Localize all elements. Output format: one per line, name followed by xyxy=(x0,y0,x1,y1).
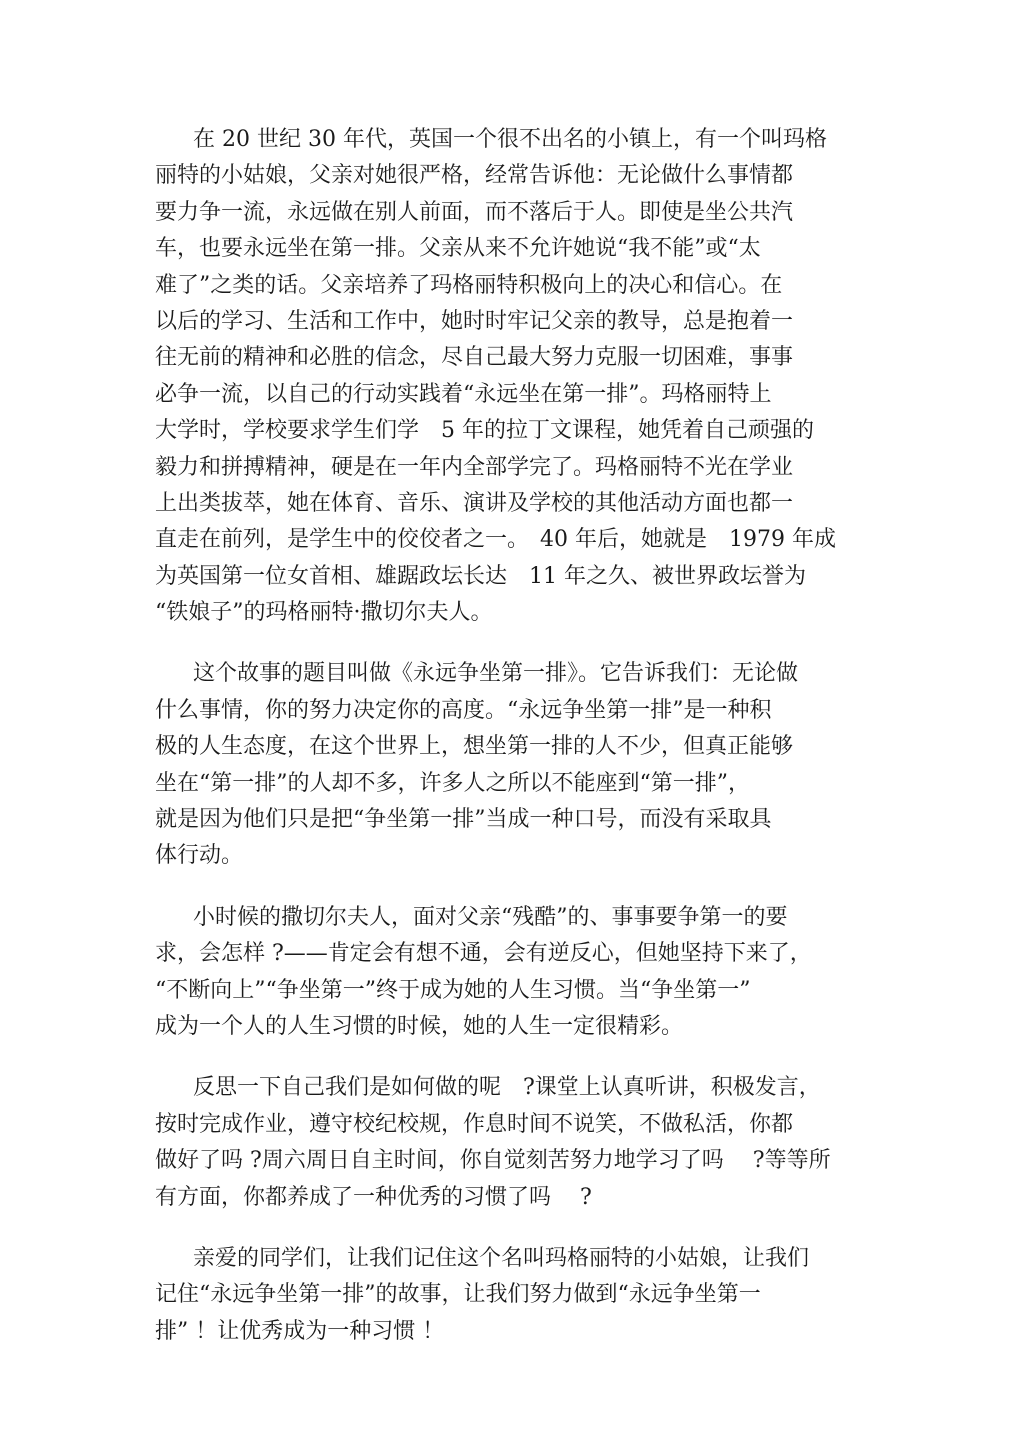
text-line: 记住“永远争坐第一排”的故事，让我们努力做到“永远争坐第一 xyxy=(155,1282,761,1308)
article-body xyxy=(155,122,855,1375)
text-line: 排” ！让优秀成为一种习惯 ！ xyxy=(155,1318,445,1344)
text-line: 反思一下自己我们是如何做的呢 ?课堂上认真听讲，积极发言， xyxy=(193,1075,821,1101)
text-line: 丽特的小姑娘，父亲对她很严格，经常告诉他：无论做什么事情都 xyxy=(155,163,794,189)
text-line: 上出类拔萃，她在体育、音乐、演讲及学校的其他活动方面也都一 xyxy=(155,490,794,516)
text-line: 成为一个人的人生习惯的时候，她的人生一定很精彩。 xyxy=(155,1013,684,1039)
text-line: 难了”之类的话。父亲培养了玛格丽特积极向上的决心和信心。在 xyxy=(155,272,783,298)
paragraph-2 xyxy=(155,656,855,874)
text-line: 就是因为他们只是把“争坐第一排”当成一种口号，而没有采取具 xyxy=(155,807,772,833)
paragraph-4 xyxy=(155,1070,855,1216)
text-line: 必争一流，以自己的行动实践着“永远坐在第一排”。玛格丽特上 xyxy=(155,381,772,407)
text-line: “不断向上”“争坐第一”终于成为她的人生习惯。当“争坐第一” xyxy=(155,977,751,1003)
text-line: 坐在“第一排”的人却不多，许多人之所以不能座到“第一排”， xyxy=(155,770,750,796)
text-line: 要力争一流，永远做在别人前面，而不落后于人。即使是坐公共汽 xyxy=(155,199,794,225)
text-line: 车，也要永远坐在第一排。父亲从来不允许她说“我不能”或“太 xyxy=(155,236,761,262)
text-line: 为英国第一位女首相、雄踞政坛长达 11 年之久、被世界政坛誉为 xyxy=(155,563,806,589)
text-line: 做好了吗 ?周六周日自主时间，你自觉刻苦努力地学习了吗 ?等等所 xyxy=(155,1148,831,1174)
text-line: 什么事情，你的努力决定你的高度。“永远争坐第一排”是一种积 xyxy=(155,697,772,723)
paragraph-5 xyxy=(155,1241,855,1350)
text-line: 往无前的精神和必胜的信念，尽自己最大努力克服一切困难，事事 xyxy=(155,345,794,371)
text-line: 求，会怎样 ?——肯定会有想不通，会有逆反心，但她坚持下来了， xyxy=(155,941,812,967)
text-line: 毅力和拼搏精神，硬是在一年内全部学完了。玛格丽特不光在学业 xyxy=(155,454,794,480)
text-line: 这个故事的题目叫做《永远争坐第一排》。它告诉我们：无论做 xyxy=(193,661,799,687)
text-line: 按时完成作业，遵守校纪校规，作息时间不说笑，不做私活，你都 xyxy=(155,1111,794,1137)
text-line: 小时候的撒切尔夫人，面对父亲“残酷”的、事事要争第一的要 xyxy=(193,904,788,930)
text-line: 大学时，学校要求学生们学 5 年的拉丁文课程，她凭着自己顽强的 xyxy=(155,418,814,444)
text-line: 在 20 世纪 30 年代，英国一个很不出名的小镇上，有一个叫玛格 xyxy=(193,127,827,152)
text-line: 极的人生态度，在这个世界上，想坐第一排的人不少，但真正能够 xyxy=(155,734,794,760)
paragraph-1 xyxy=(155,122,855,631)
text-line: 亲爱的同学们，让我们记住这个名叫玛格丽特的小姑娘，让我们 xyxy=(193,1245,810,1271)
text-line: 直走在前列，是学生中的佼佼者之一。 40 年后，她就是 1979 年成 xyxy=(155,527,836,553)
text-line: 以后的学习、生活和工作中，她时时牢记父亲的教导，总是抱着一 xyxy=(155,308,794,334)
text-line: 有方面，你都养成了一种优秀的习惯了吗 ? xyxy=(155,1184,592,1210)
text-line: 体行动。 xyxy=(155,843,244,869)
text-line: “铁娘子”的玛格丽特·撒切尔夫人。 xyxy=(155,600,493,626)
paragraph-3 xyxy=(155,900,855,1046)
